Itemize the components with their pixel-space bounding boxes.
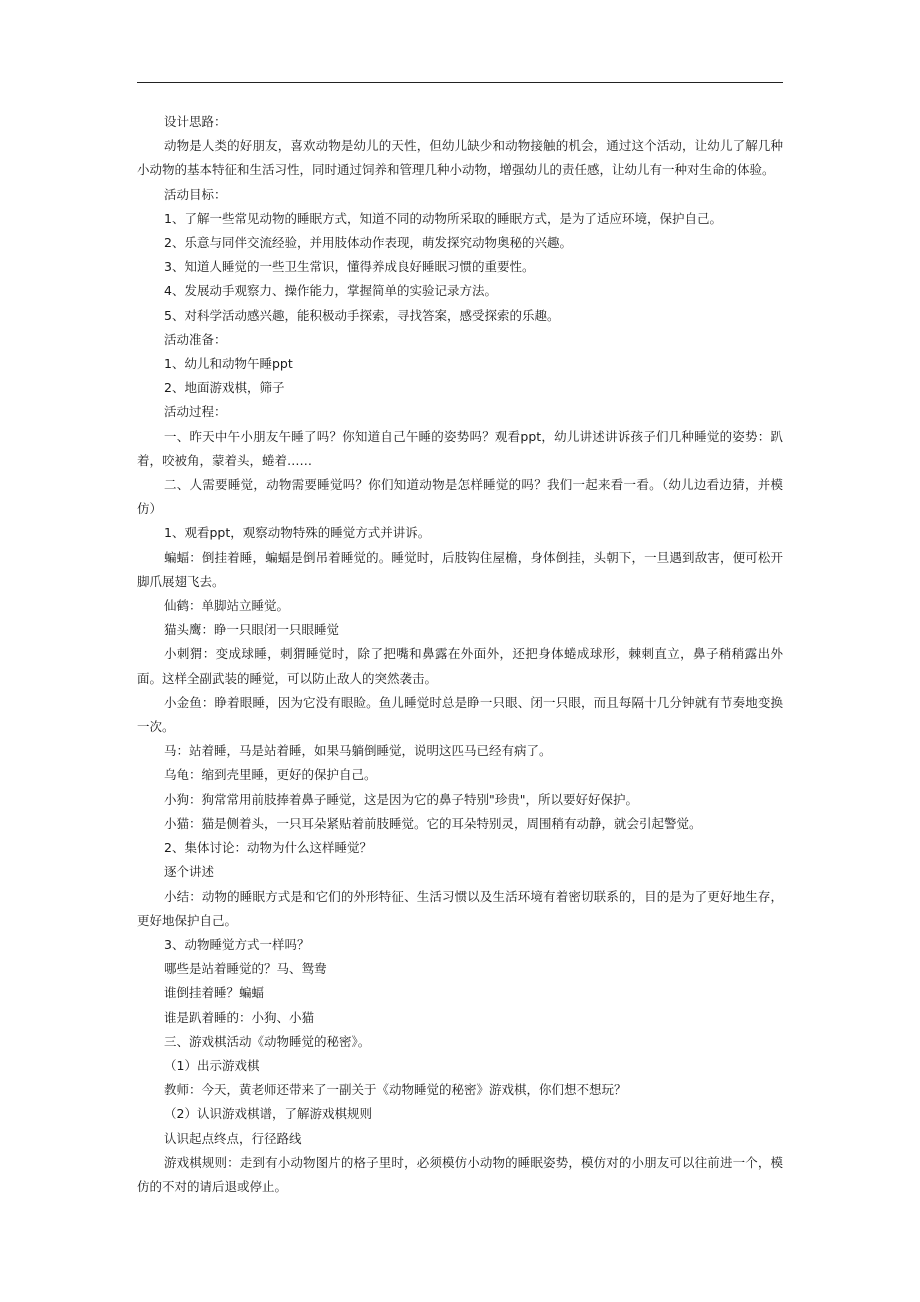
process-note: 逐个讲述 bbox=[164, 864, 215, 880]
animal-description: 仙鹤：单脚站立睡觉。 bbox=[164, 598, 290, 614]
animal-description: 小猫：猫是侧着头，一只耳朵紧贴着前肢睡觉。它的耳朵特别灵，周围稍有动静，就会引起警觉。 bbox=[164, 815, 702, 831]
animal-description: 猫头鹰：睁一只眼闭一只眼睡觉 bbox=[164, 622, 340, 638]
heading-activity-goals: 活动目标： bbox=[164, 186, 227, 202]
process-step: 三、游戏棋活动《动物睡觉的秘密》。 bbox=[164, 1033, 371, 1049]
question-line: 哪些是站着睡觉的？马、鸳鸯 bbox=[164, 961, 327, 977]
summary-paragraph: 小结：动物的睡眠方式是和它们的外形特征、生活习惯以及生活环境有着密切联系的，目的是为了更好地生存，更好地保护自己。 bbox=[137, 888, 783, 928]
animal-description: 小金鱼：睁着眼睡，因为它没有眼睑。鱼儿睡觉时总是睁一只眼、闭一只眼，而且每隔十几分钟就有节奏地变换一次。 bbox=[137, 694, 783, 735]
animal-description: 乌龟：缩到壳里睡，更好的保护自己。 bbox=[164, 767, 377, 783]
game-note: 认识起点终点，行径路线 bbox=[164, 1130, 302, 1146]
document-body bbox=[137, 110, 783, 1199]
process-step: 3、动物睡觉方式一样吗？ bbox=[164, 936, 310, 952]
animal-description: 蝙蝠：倒挂着睡，蝙蝠是倒吊着睡觉的。睡觉时，后肢钩住屋檐，身体倒挂，头朝下，一旦遇到敌害，便可松开脚爪展翅飞去。 bbox=[137, 549, 783, 589]
animal-description: 小狗：狗常常用前肢捧着鼻子睡觉，这是因为它的鼻子特别"珍贵"，所以要好好保护。 bbox=[164, 791, 639, 807]
goal-item: 5、对科学活动感兴趣，能积极动手探索，寻找答案，感受探索的乐趣。 bbox=[164, 307, 560, 323]
goal-item: 3、知道人睡觉的一些卫生常识，懂得养成良好睡眠习惯的重要性。 bbox=[164, 259, 535, 275]
goal-item: 1、了解一些常见动物的睡眠方式，知道不同的动物所采取的睡眠方式，是为了适应环境，保护自己。 bbox=[164, 210, 722, 226]
goal-item: 2、乐意与同伴交流经验，并用肢体动作表现，萌发探究动物奥秘的兴趣。 bbox=[164, 235, 572, 251]
game-rules: 游戏棋规则：走到有小动物图片的格子里时，必须模仿小动物的睡眠姿势，模仿对的小朋友可以往前进一个，模仿的不对的请后退或停止。 bbox=[137, 1154, 783, 1194]
process-step: 1、观看ppt，观察动物特殊的睡觉方式并讲诉。 bbox=[164, 525, 431, 541]
heading-activity-prep: 活动准备： bbox=[164, 331, 227, 347]
process-step: 二、人需要睡觉，动物需要睡觉吗？你们知道动物是怎样睡觉的吗？我们一起来看一看。（幼儿边看边猜，并模仿） bbox=[137, 477, 783, 517]
process-step: 2、集体讨论：动物为什么这样睡觉？ bbox=[164, 840, 372, 856]
goal-item: 4、发展动手观察力、操作能力，掌握简单的实验记录方法。 bbox=[164, 283, 497, 299]
game-step: （1）出示游戏棋 bbox=[164, 1057, 260, 1073]
header-rule bbox=[137, 82, 783, 83]
game-step: （2）认识游戏棋谱，了解游戏棋规则 bbox=[164, 1106, 372, 1122]
animal-description: 小刺猬：变成球睡，刺猬睡觉时，除了把嘴和鼻露在外面外，还把身体蜷成球形，棘刺直立，鼻子稍稍露出外面。这样全副武装的睡觉，可以防止敌人的突然袭击。 bbox=[137, 646, 783, 686]
prep-item: 1、幼儿和动物午睡ppt bbox=[164, 356, 293, 372]
question-line: 谁倒挂着睡？蝙蝠 bbox=[164, 985, 265, 1001]
paragraph-design-idea: 动物是人类的好朋友，喜欢动物是幼儿的天性，但幼儿缺少和动物接触的机会，通过这个活动，让幼儿了解几种小动物的基本特征和生活习性，同时通过饲养和管理几种小动物，增强幼儿的责任感，让幼儿有一种对生命的体验。 bbox=[137, 138, 783, 178]
question-line: 谁是趴着睡的：小狗、小猫 bbox=[164, 1009, 315, 1025]
heading-activity-process: 活动过程： bbox=[164, 404, 227, 420]
prep-item: 2、地面游戏棋，筛子 bbox=[164, 380, 285, 396]
process-step: 一、昨天中午小朋友午睡了吗？你知道自己午睡的姿势吗？观看ppt，幼儿讲述讲诉孩子们几种睡觉的姿势：趴着，咬被角，蒙着头，蜷着…… bbox=[137, 428, 783, 468]
teacher-line: 教师：今天，黄老师还带来了一副关于《动物睡觉的秘密》游戏棋，你们想不想玩？ bbox=[164, 1082, 627, 1098]
animal-description: 马：站着睡，马是站着睡，如果马躺倒睡觉，说明这匹马已经有病了。 bbox=[164, 743, 552, 759]
heading-design-idea: 设计思路： bbox=[164, 114, 227, 129]
